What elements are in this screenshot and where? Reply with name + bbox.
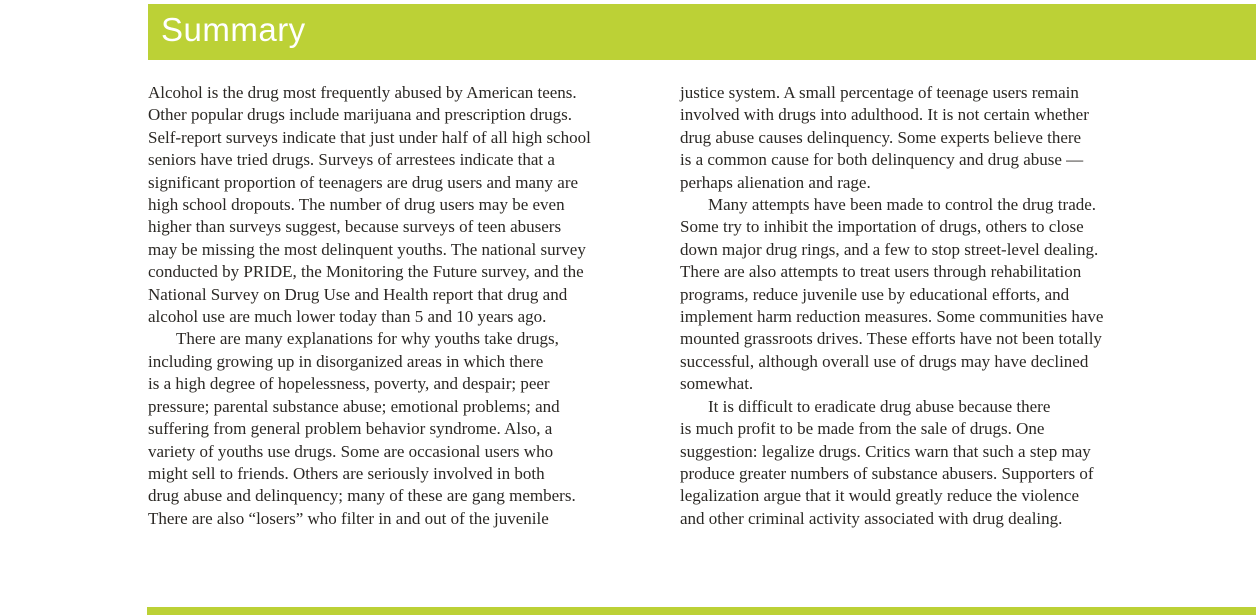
- text-line: high school dropouts. The number of drug users may be even: [148, 195, 565, 215]
- paragraph: [680, 396, 1195, 530]
- text-line: drug abuse causes delinquency. Some experts believe there: [680, 127, 1082, 147]
- text-line: is much profit to be made from the sale of drugs. One: [680, 419, 1045, 439]
- text-line: Self-report surveys indicate that just under half of all high school: [148, 127, 591, 147]
- text-line: somewhat.: [680, 374, 754, 394]
- text-line: Some try to inhibit the importation of drugs, others to close: [680, 217, 1084, 237]
- paragraph: [148, 82, 663, 328]
- text-line: suggestion: legalize drugs. Critics warn that such a step may: [680, 441, 1091, 461]
- text-line: significant proportion of teenagers are drug users and many are: [148, 172, 579, 192]
- text-line: National Survey on Drug Use and Health report that drug and: [148, 284, 568, 304]
- text-line: conducted by PRIDE, the Monitoring the Future survey, and the: [148, 262, 584, 282]
- text-line: programs, reduce juvenile use by educational efforts, and: [680, 284, 1070, 304]
- text-line: might sell to friends. Others are seriously involved in both: [148, 463, 545, 483]
- paragraph: [148, 328, 663, 530]
- text-line: justice system. A small percentage of teenage users remain: [680, 83, 1079, 102]
- page-title: Summary: [161, 11, 306, 48]
- text-line: variety of youths use drugs. Some are occasional users who: [148, 441, 554, 461]
- bottom-rule: [147, 607, 1256, 615]
- text-line: drug abuse and delinquency; many of these are gang members.: [148, 486, 576, 506]
- text-line: is a common cause for both delinquency and drug abuse —: [680, 150, 1084, 170]
- paragraph: [680, 82, 1195, 194]
- text-line: seniors have tried drugs. Surveys of arrestees indicate that a: [148, 150, 555, 170]
- text-line: is a high degree of hopelessness, poverty, and despair; peer: [148, 374, 550, 394]
- text-line: There are many explanations for why youths take drugs,: [176, 329, 559, 349]
- left-column: [148, 82, 663, 530]
- text-line: pressure; parental substance abuse; emotional problems; and: [148, 396, 560, 416]
- summary-body: [148, 82, 1195, 530]
- right-column: [680, 82, 1195, 530]
- text-line: successful, although overall use of drugs may have declined: [680, 351, 1089, 371]
- text-line: Alcohol is the drug most frequently abused by American teens.: [148, 83, 577, 102]
- text-line: mounted grassroots drives. These efforts have not been totally: [680, 329, 1102, 349]
- text-line: involved with drugs into adulthood. It is not certain whether: [680, 105, 1089, 125]
- text-line: including growing up in disorganized areas in which there: [148, 351, 544, 371]
- paragraph: [680, 194, 1195, 396]
- text-line: There are also attempts to treat users through rehabilitation: [680, 262, 1082, 282]
- text-line: There are also “losers” who filter in and out of the juvenile: [148, 508, 549, 528]
- text-line: legalization argue that it would greatly reduce the violence: [680, 486, 1080, 506]
- text-line: alcohol use are much lower today than 5 and 10 years ago.: [148, 307, 547, 327]
- text-line: down major drug rings, and a few to stop street-level dealing.: [680, 239, 1099, 259]
- summary-header-bar: [148, 4, 1256, 60]
- text-line: higher than surveys suggest, because surveys of teen abusers: [148, 217, 562, 237]
- text-line: Many attempts have been made to control the drug trade.: [708, 195, 1097, 215]
- text-line: may be missing the most delinquent youths. The national survey: [148, 239, 586, 259]
- text-line: suffering from general problem behavior syndrome. Also, a: [148, 419, 553, 439]
- text-line: and other criminal activity associated with drug dealing.: [680, 508, 1063, 528]
- text-line: It is difficult to eradicate drug abuse because there: [708, 396, 1051, 416]
- text-line: perhaps alienation and rage.: [680, 172, 871, 192]
- text-line: implement harm reduction measures. Some communities have: [680, 307, 1104, 327]
- text-line: Other popular drugs include marijuana and prescription drugs.: [148, 105, 572, 125]
- text-line: produce greater numbers of substance abusers. Supporters of: [680, 463, 1094, 483]
